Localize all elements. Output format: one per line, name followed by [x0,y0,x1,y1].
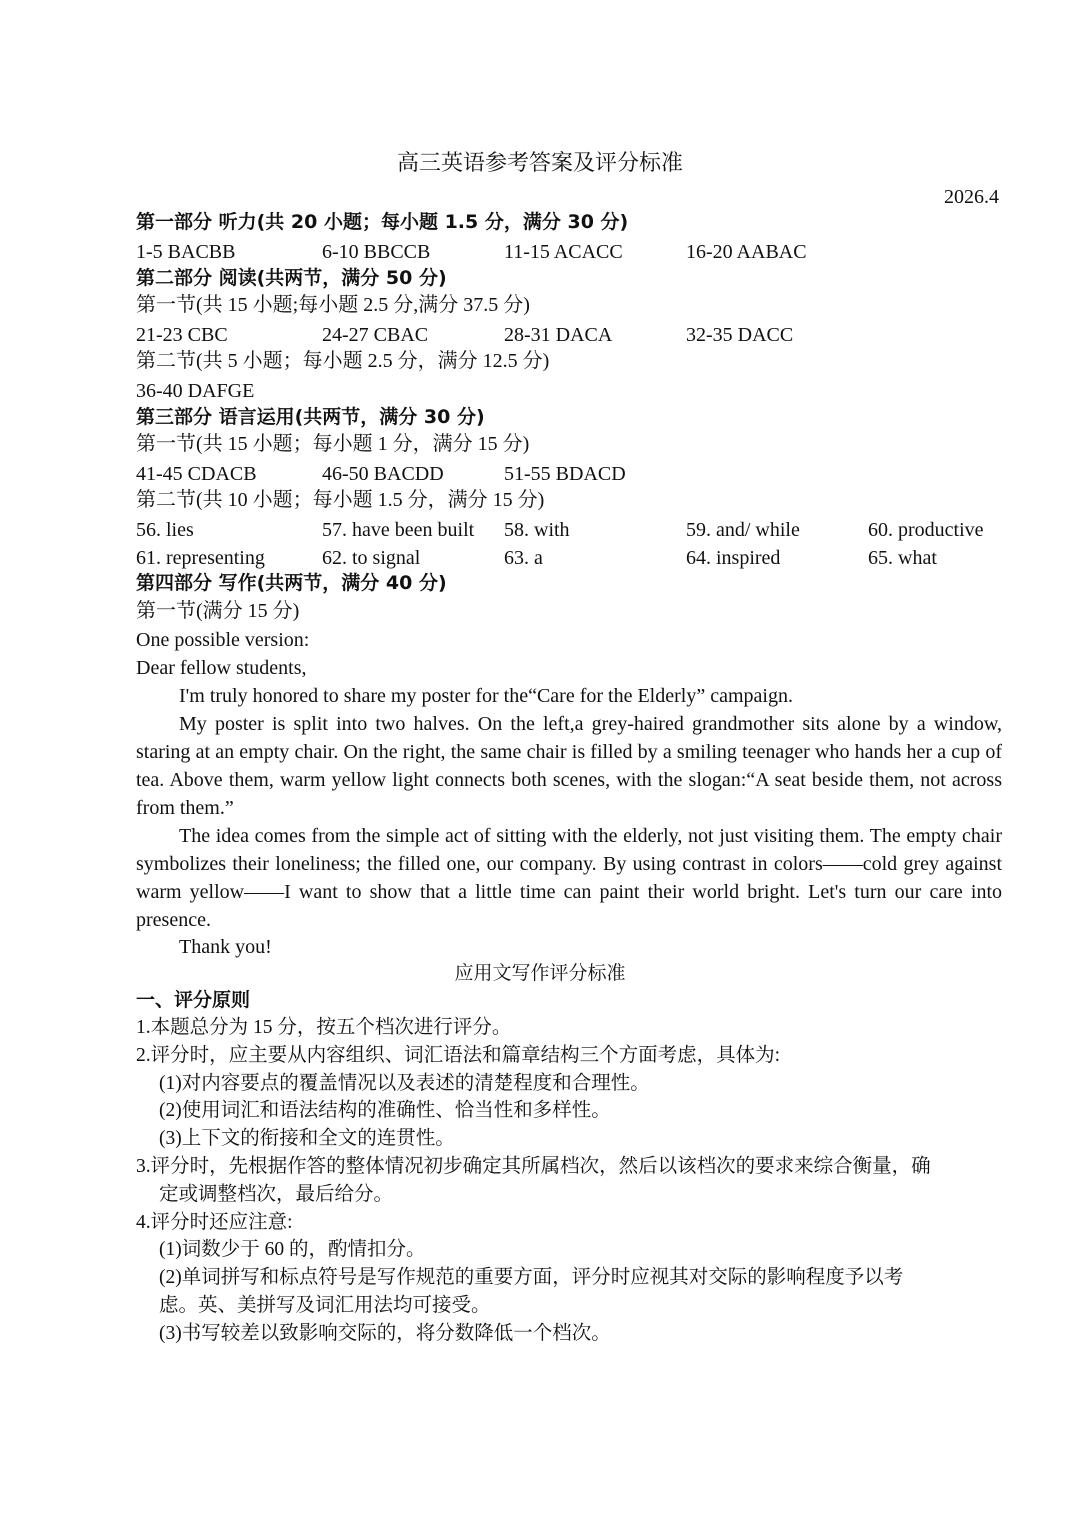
part2-section1: 第一节(共 15 小题;每小题 2.5 分,满分 37.5 分) [136,294,530,316]
part3-heading: 第三部分 语言运用(共两节，满分 30 分) [136,406,485,428]
part3-section1: 第一节(共 15 小题；每小题 1 分，满分 15 分) [136,433,530,455]
answer-item: 58. with [504,519,570,541]
part2-section2: 第二节(共 5 小题；每小题 2.5 分，满分 12.5 分) [136,350,550,372]
criteria-rule-2b: (2)使用词汇和语法结构的准确性、恰当性和多样性。 [159,1100,611,1121]
answer-group: 41-45 CDACB [136,463,257,485]
answer-item: 62. to signal [322,547,421,569]
answer-item: 59. and/ while [686,519,800,541]
criteria-rule-4b-cont: 虑。英、美拼写及词汇用法均可接受。 [159,1295,491,1316]
answer-group: 11-15 ACACC [504,241,623,263]
letter-paragraph-2: My poster is split into two halves. On the left,a grey-haired grandmother sits alone by a window, staring at an empty chair. On the right, the same chair is filled by a smiling teenager who hands her a cup of tea. Above them, warm yellow light connects both scenes, with the slogan:“A seat beside them, not across from them.” [136,713,1002,819]
page-title: 高三英语参考答案及评分标准 [396,151,683,176]
document-date: 2026.4 [944,186,999,208]
criteria-rule-4c: (3)书写较差以致影响交际的，将分数降低一个档次。 [159,1323,611,1344]
answer-item: 56. lies [136,519,194,541]
criteria-rule-4a: (1)词数少于 60 的，酌情扣分。 [159,1239,426,1260]
answer-item: 57. have been built [322,519,475,541]
answer-item: 60. productive [868,519,984,541]
letter-closing: Thank you! [179,936,272,958]
part1-heading: 第一部分 听力(共 20 小题；每小题 1.5 分，满分 30 分) [136,211,629,233]
criteria-rule-2c: (3)上下文的衔接和全文的连贯性。 [159,1128,455,1149]
part4-section1: 第一节(满分 15 分) [136,600,300,622]
letter-paragraph-1: I'm truly honored to share my poster for the“Care for the Elderly” campaign. [179,685,793,707]
criteria-rule-3: 3.评分时，先根据作答的整体情况初步确定其所属档次，然后以该档次的要求来综合衡量，确 [136,1156,931,1177]
criteria-rule-4b: (2)单词拼写和标点符号是写作规范的重要方面，评分时应视其对交际的影响程度予以考 [159,1267,904,1288]
answer-item: 63. a [504,547,543,569]
answer-group: 16-20 AABAC [686,241,807,263]
answer-group: 36-40 DAFGE [136,380,255,402]
part2-heading: 第二部分 阅读(共两节，满分 50 分) [136,267,447,289]
answer-group: 21-23 CBC [136,324,228,346]
letter-greeting: Dear fellow students, [136,657,307,679]
sample-version-label: One possible version: [136,629,310,651]
answer-item: 61. representing [136,547,265,569]
answer-group: 46-50 BACDD [322,463,444,485]
answer-group: 24-27 CBAC [322,324,429,346]
answer-item: 65. what [868,547,937,569]
answer-group: 6-10 BBCCB [322,241,431,263]
answer-group: 1-5 BACBB [136,241,236,263]
part3-section2: 第二节(共 10 小题；每小题 1.5 分，满分 15 分) [136,489,545,511]
criteria-rule-4: 4.评分时还应注意: [136,1212,293,1233]
part4-heading: 第四部分 写作(共两节，满分 40 分) [136,572,447,594]
criteria-rule-3-cont: 定或调整档次，最后给分。 [159,1184,394,1205]
letter-paragraph-3: The idea comes from the simple act of sitting with the elderly, not just visiting them. The empty chair symbolizes their loneliness; the filled one, our company. By using contrast in colors——cold grey against warm yellow——I want to show that a little time can paint their world bright. Let's turn our care into presence. [136,825,1002,931]
answer-group: 32-35 DACC [686,324,794,346]
criteria-section-heading: 一、评分原则 [136,989,251,1011]
answer-item: 64. inspired [686,547,781,569]
criteria-rule-2a: (1)对内容要点的覆盖情况以及表述的清楚程度和合理性。 [159,1073,650,1094]
criteria-title: 应用文写作评分标准 [454,962,626,984]
criteria-rule-1: 1.本题总分为 15 分，按五个档次进行评分。 [136,1017,512,1038]
criteria-rule-2: 2.评分时，应主要从内容组织、词汇语法和篇章结构三个方面考虑，具体为: [136,1045,781,1066]
answer-group: 28-31 DACA [504,324,613,346]
answer-group: 51-55 BDACD [504,463,626,485]
